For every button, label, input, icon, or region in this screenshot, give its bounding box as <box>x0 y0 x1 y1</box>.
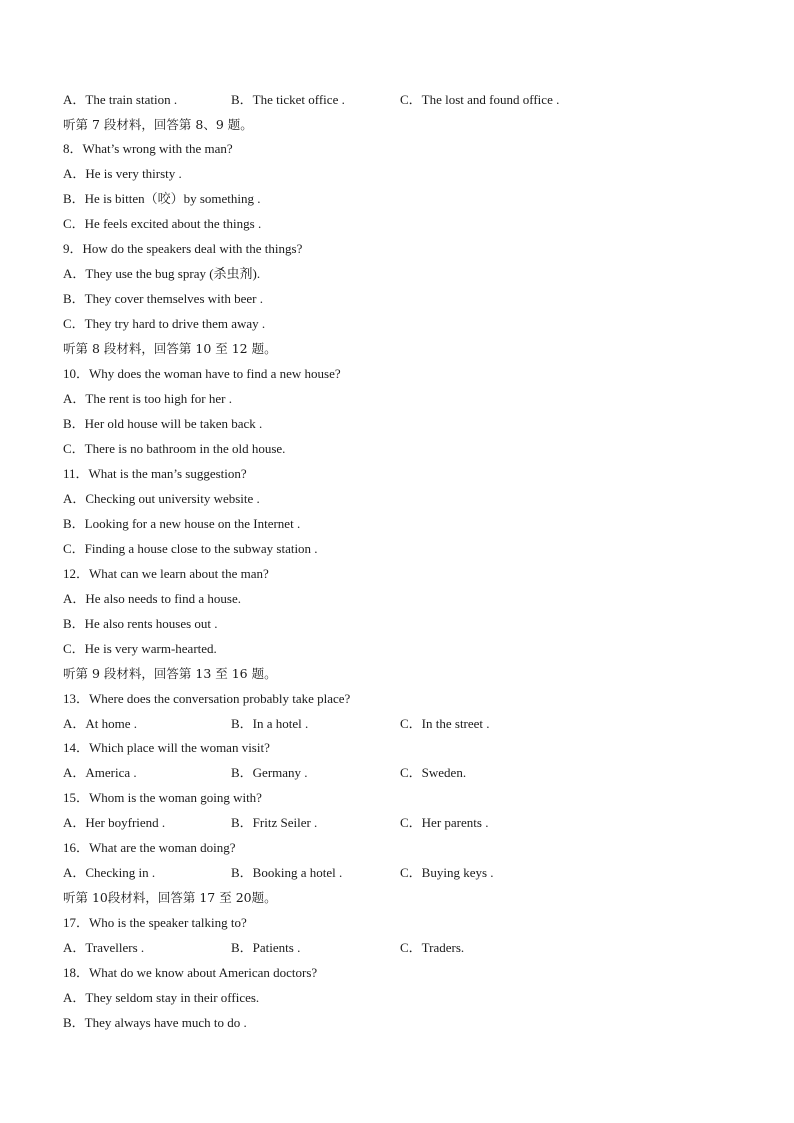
question: 10．Why does the woman have to find a new house? <box>63 366 341 381</box>
option-a: A．At home . <box>63 716 138 731</box>
question: 9．How do the speakers deal with the things? <box>63 241 303 256</box>
option-a: A．Her boyfriend . <box>63 815 166 830</box>
options-row <box>63 90 763 110</box>
section-instruction: 听第 8 段材料，回答第 10 至 12 题。 <box>63 341 277 356</box>
option-a: A．Travellers . <box>63 940 145 955</box>
options-row <box>63 714 763 734</box>
section-instruction: 听第 7 段材料，回答第 8、9 题。 <box>63 117 253 132</box>
option-c: C．In the street . <box>400 716 490 731</box>
question: 15．Whom is the woman going with? <box>63 790 262 805</box>
option: C．There is no bathroom in the old house. <box>63 441 286 456</box>
option: C．He feels excited about the things . <box>63 216 262 231</box>
option-b: B．Booking a hotel . <box>231 865 343 880</box>
option: A．They use the bug spray (杀虫剂). <box>63 266 261 281</box>
option-c: C．Traders. <box>400 940 465 955</box>
question: 13．Where does the conversation probably take place? <box>63 691 351 706</box>
question: 12．What can we learn about the man? <box>63 566 269 581</box>
option-a: A．Checking in . <box>63 865 156 880</box>
section-instruction: 听第 9 段材料，回答第 13 至 16 题。 <box>63 666 277 681</box>
option: C．They try hard to drive them away . <box>63 316 266 331</box>
option: B．He is bitten（咬）by something . <box>63 191 261 206</box>
option-c: C．Her parents . <box>400 815 489 830</box>
option: B．Her old house will be taken back . <box>63 416 263 431</box>
question: 16．What are the woman doing? <box>63 840 236 855</box>
options-row <box>63 863 763 883</box>
option: B．He also rents houses out . <box>63 616 218 631</box>
question: 18．What do we know about American doctors? <box>63 965 318 980</box>
options-row <box>63 813 763 833</box>
option-b: B．Germany . <box>231 765 308 780</box>
option-c: C．Buying keys . <box>400 865 494 880</box>
options-row <box>63 763 763 783</box>
option-b: B．In a hotel . <box>231 716 309 731</box>
option: C．Finding a house close to the subway station . <box>63 541 318 556</box>
option: B．They cover themselves with beer . <box>63 291 263 306</box>
options-row <box>63 938 763 958</box>
option: A．He also needs to find a house. <box>63 591 241 606</box>
option-c: C．Sweden. <box>400 765 467 780</box>
question: 17．Who is the speaker talking to? <box>63 915 247 930</box>
option-a: A．The train station . <box>63 92 178 107</box>
option: A．He is very thirsty . <box>63 166 182 181</box>
question: 8．What’s wrong with the man? <box>63 141 233 156</box>
section-instruction: 听第 10段材料，回答第 17 至 20题。 <box>63 890 277 905</box>
option: A．Checking out university website . <box>63 491 260 506</box>
option-c: C．The lost and found office . <box>400 92 560 107</box>
option-a: A．America . <box>63 765 137 780</box>
option: B．Looking for a new house on the Internet . <box>63 516 301 531</box>
option: B．They always have much to do . <box>63 1015 247 1030</box>
option: A．The rent is too high for her . <box>63 391 232 406</box>
option: C．He is very warm-hearted. <box>63 641 217 656</box>
option-b: B．Patients . <box>231 940 301 955</box>
question: 11．What is the man’s suggestion? <box>63 466 247 481</box>
option-b: B．The ticket office . <box>231 92 345 107</box>
option: A．They seldom stay in their offices. <box>63 990 260 1005</box>
option-b: B．Fritz Seiler . <box>231 815 318 830</box>
question: 14．Which place will the woman visit? <box>63 740 270 755</box>
